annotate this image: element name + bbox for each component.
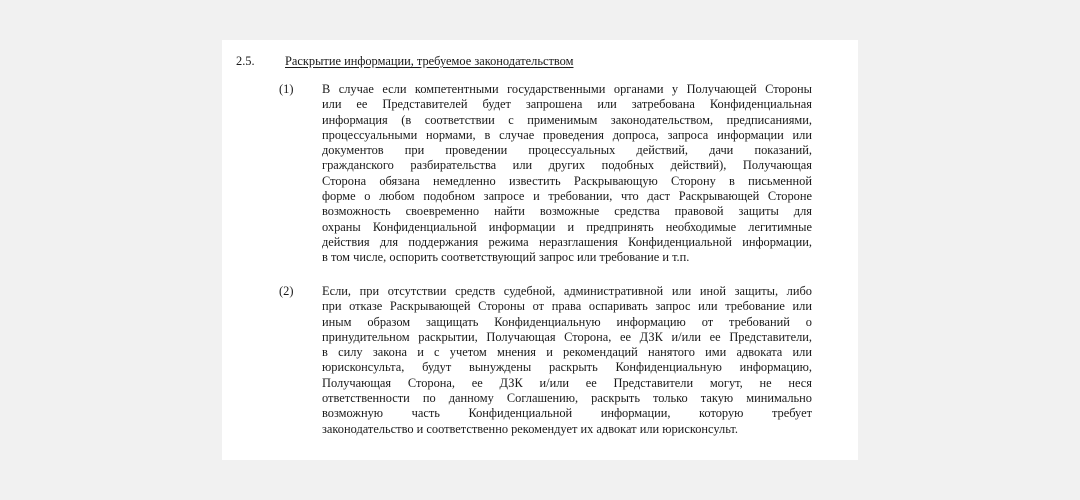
clause-text xyxy=(322,82,812,266)
text-line: В случае если компетентными государственными органами у Получающей Стороны xyxy=(322,82,812,96)
text-line: форме о любом подобном запросе и требовании, что даст Раскрывающей Стороне xyxy=(322,189,812,204)
text-line: при отказе Раскрывающей Стороны от права оспаривать запрос или требование или xyxy=(322,299,812,314)
text-line: охраны Конфиденциальной информации и предпринять необходимые легитимные xyxy=(322,219,812,234)
text-line: Если, при отсутствии средств судебной, административной или иной защиты, либо xyxy=(322,284,812,298)
text-line: действия для поддержания режима неразглашения Конфиденциальной информации, xyxy=(322,234,812,249)
text-line: ответственности по данному Соглашению, раскрыть только такую минимально xyxy=(322,391,812,406)
text-line: иным образом защищать Конфиденциальную информацию от требований о xyxy=(322,314,812,329)
text-line: Получающая Сторона, ее ДЗК и/или ее Представители могут, не неся xyxy=(322,375,812,390)
text-line: Сторона обязана немедленно известить Раскрывающую Сторону в письменной xyxy=(322,173,812,188)
text-line: документов при проведении процессуальных действий, дачи показаний, xyxy=(322,143,812,158)
text-line: процессуальными нормами, в случае проведения допроса, запроса информации или xyxy=(322,127,812,142)
text-line: возможную часть Конфиденциальной информации, которую требует xyxy=(322,406,812,421)
section-heading xyxy=(236,52,836,70)
text-line: законодательство и соответственно рекомендует их адвокат или юрисконсульт. xyxy=(322,421,738,436)
text-line: юрисконсульта, будут вынуждены раскрыть Конфиденциальную информацию, xyxy=(322,360,812,375)
clause-number: (2) xyxy=(279,284,294,298)
text-line: гражданского разбирательства или других подобных действий), Получающая xyxy=(322,158,812,173)
clause-number: (1) xyxy=(279,82,294,96)
document-page xyxy=(222,40,858,460)
section-title: Раскрытие информации, требуемое законодательством xyxy=(285,54,574,68)
text-line: информация (в соответствии с применимым законодательством, предписаниями, xyxy=(322,112,812,127)
text-line: в том числе, оспорить соответствующий запрос или требование и т.п. xyxy=(322,250,690,265)
text-line: или ее Представителей будет запрошена или затребована Конфиденциальная xyxy=(322,97,812,112)
section-number: 2.5. xyxy=(236,54,255,68)
text-line: принудительном раскрытии, Получающая Сторона, ее ДЗК и/или ее Представители, xyxy=(322,329,812,344)
text-line: в силу закона и с учетом мнения и рекомендаций нанятого ими адвоката или xyxy=(322,345,812,360)
clause-text xyxy=(322,284,812,437)
text-line: возможность своевременно найти возможные средства правовой защиты для xyxy=(322,204,812,219)
